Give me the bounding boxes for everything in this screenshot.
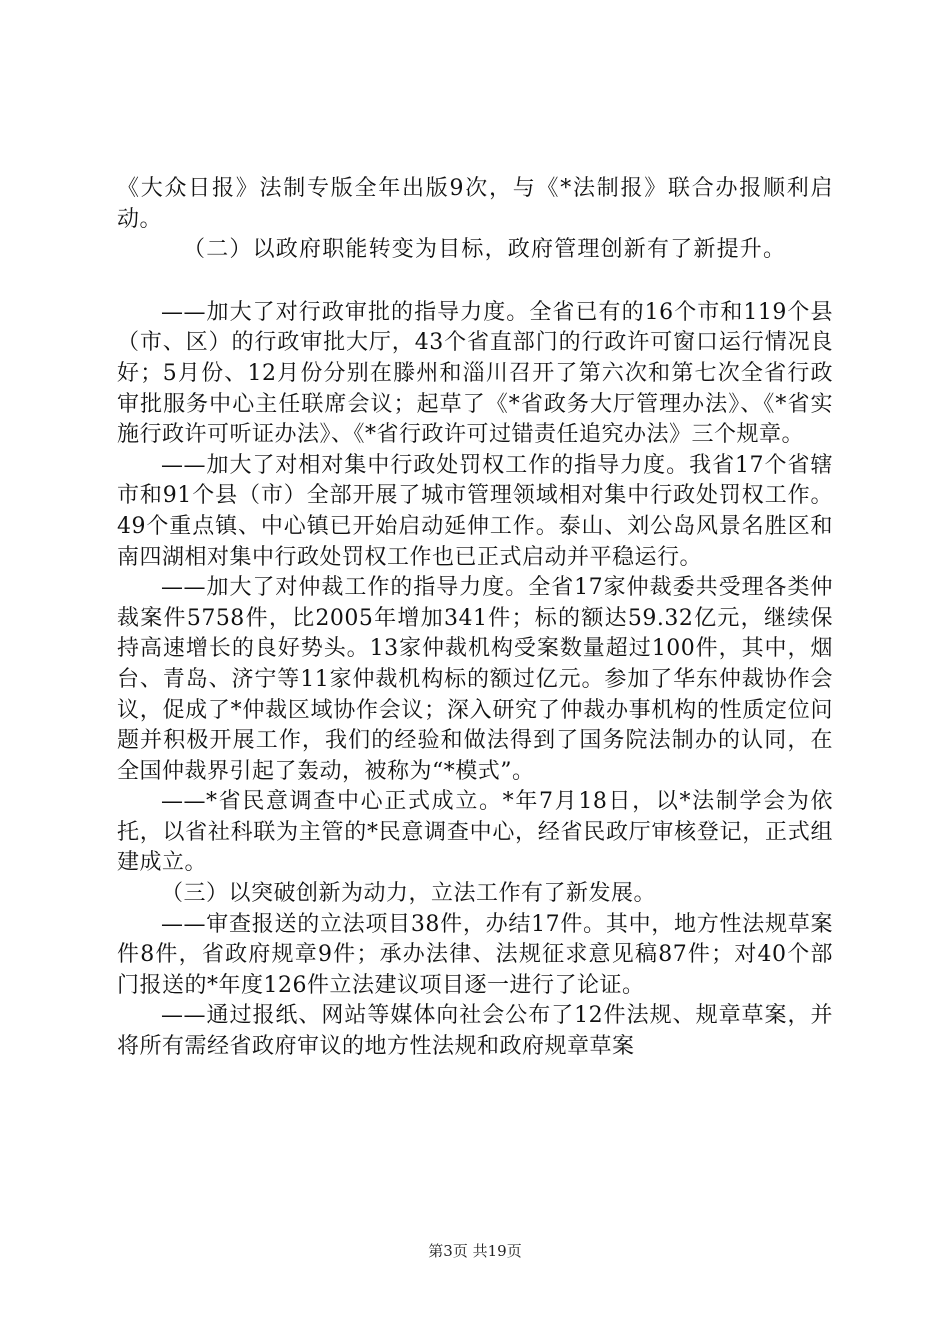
paragraph-legislation-review: ——审查报送的立法项目38件，办结17件。其中，地方性法规草案件8件，省政府规章9件；承办法律、法规征求意见稿87件；对40个部门报送的*年度126件立法建议项目逐一进行了论证。 <box>117 911 833 998</box>
paragraph-public-opinion-center: ——*省民意调查中心正式成立。*年7月18日，以*法制学会为依托，以省社科联为主管的*民意调查中心，经省民政厅审核登记，正式组建成立。 <box>117 789 833 876</box>
paragraph-gap <box>117 266 833 298</box>
paragraph-public-disclosure: ——通过报纸、网站等媒体向社会公布了12件法规、规章草案，并将所有需经省政府审议的地方性法规和政府规章草案 <box>117 1003 833 1060</box>
paragraph-administrative-approval: ——加大了对行政审批的指导力度。全省已有的16个市和119个县（市、区）的行政审批大厅，43个省直部门的行政许可窗口运行情况良好；5月份、12月份分别在滕州和淄川召开了第六次和第七次全省行政审批服务中心主任联席会议；起草了《*省政务大厅管理办法》、《*省实施行政许可听证办法》、《*省行政许可过错责任追究办法》三个规章。 <box>117 299 833 448</box>
paragraph-arbitration: ——加大了对仲裁工作的指导力度。全省17家仲裁委共受理各类仲裁案件5758件，比2005年增加341件；标的额达59.32亿元，继续保持高速增长的良好势头。13家仲裁机构受案数量超过100件，其中，烟台、青岛、济宁等11家仲裁机构标的额过亿元。参加了华东仲裁协作会议，促成了*仲裁区域协作会议；深入研究了仲裁办事机构的性质定位问题并积极开展工作，我们的经验和做法得到了国务院法制办的认同，在全国仲裁界引起了轰动，被称为“*模式”。 <box>117 575 833 784</box>
section-heading-2: （二）以政府职能转变为目标，政府管理创新有了新提升。 <box>183 237 787 263</box>
paragraph-administrative-penalty: ——加大了对相对集中行政处罚权工作的指导力度。我省17个省辖市和91个县（市）全部开展了城市管理领域相对集中行政处罚权工作。49个重点镇、中心镇已开始启动延伸工作。泰山、刘公岛风景名胜区和南四湖相对集中行政处罚权工作也已正式启动并平稳运行。 <box>117 452 833 570</box>
document-body <box>117 174 833 1063</box>
section-heading-3: （三）以突破创新为动力，立法工作有了新发展。 <box>161 881 657 907</box>
paragraph-continuation: 《大众日报》法制专版全年出版9次，与《*法制报》联合办报顺利启动。 <box>117 176 833 232</box>
page-number-footer: 第3页 共19页 <box>428 1242 522 1260</box>
